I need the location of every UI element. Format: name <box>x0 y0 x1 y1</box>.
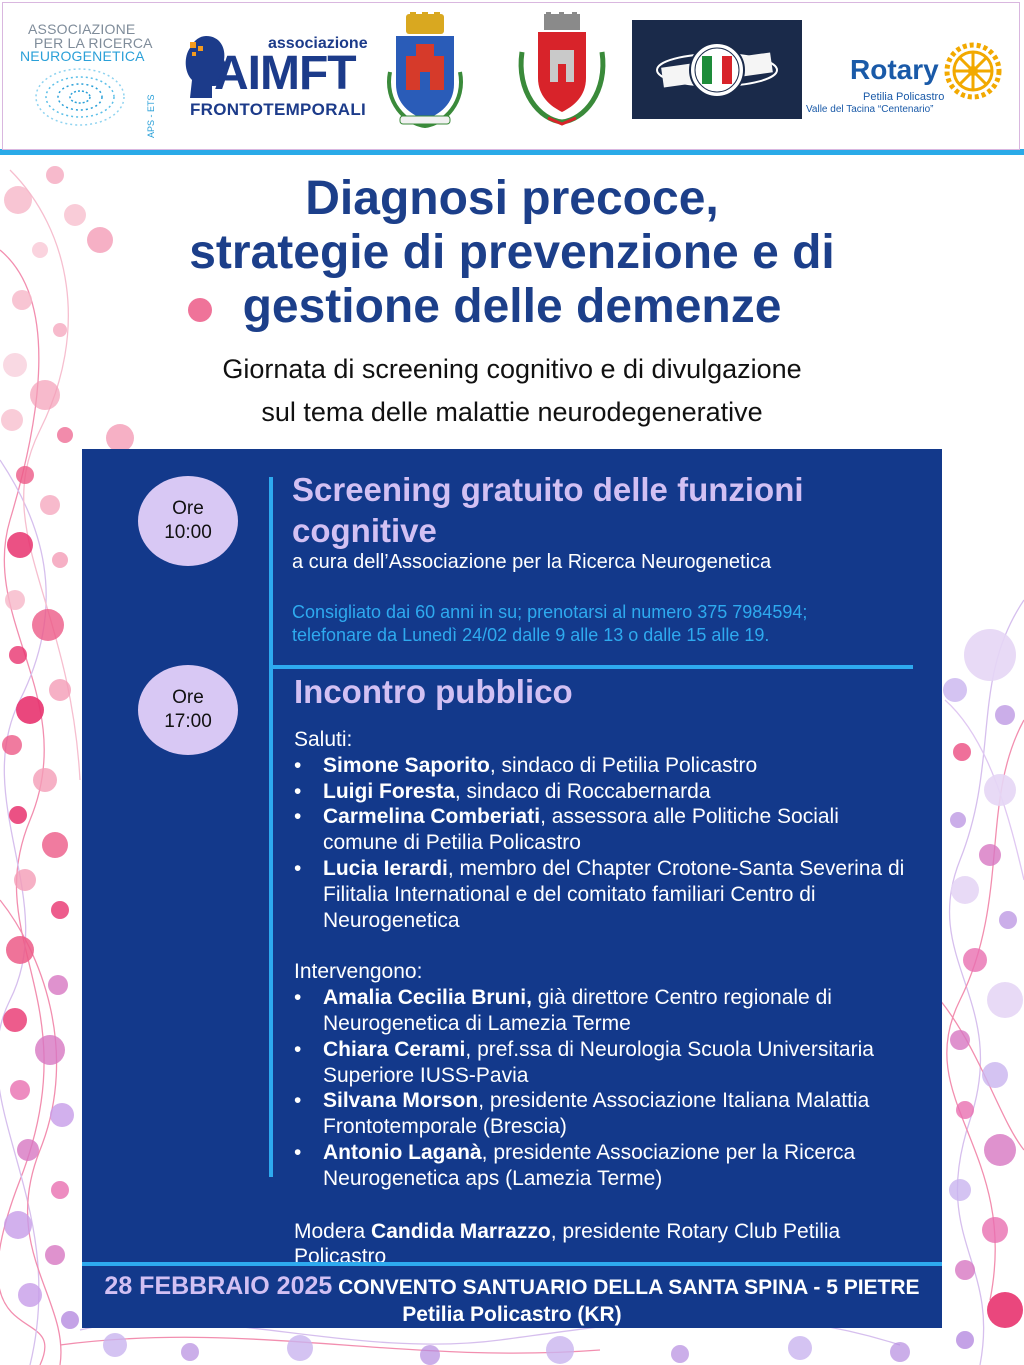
person-role: già direttore Centro regionale di Neurogenetica di Lamezia Terme <box>323 986 832 1035</box>
list-item <box>294 779 914 805</box>
arn-logo-line2: PER LA RICERCA <box>34 35 153 51</box>
person-role: , membro del Chapter Crotone-Santa Severina di Filitalia International e del comitato familiari Centro di Neurogenetica <box>323 856 905 932</box>
subtitle-line: Giornata di screening cognitivo e di divulgazione <box>222 354 802 384</box>
arn-logo-side-text: APS - ETS <box>146 94 156 138</box>
person-name: Silvana Morson <box>323 1089 479 1113</box>
list-item <box>294 1140 914 1192</box>
list-item <box>294 856 914 933</box>
session1-title: Screening gratuito delle funzioni cognitive <box>292 471 804 549</box>
poster-title <box>0 172 1024 334</box>
aimft-logo-big: AIMFT <box>214 47 356 100</box>
event-date-venue <box>82 1262 942 1328</box>
list-item <box>294 1037 914 1089</box>
logo-associazione-ricerca-neurogenetica <box>18 18 156 138</box>
speakers-label: Intervengono: <box>294 960 423 984</box>
list-item <box>294 1088 914 1140</box>
crest-icon <box>512 12 612 128</box>
poster-heading <box>0 172 1024 434</box>
person-name: Luigi Foresta <box>323 779 455 803</box>
spacer <box>294 933 914 959</box>
event-date: 28 FEBBRAIO 2025 <box>104 1272 333 1300</box>
person-name: Chiara Cerami <box>323 1037 466 1061</box>
person-role: , presidente Associazione Italiana Malattia Frontotemporale (Brescia) <box>323 1089 870 1139</box>
filitalia-emblem-icon <box>632 20 802 119</box>
time-label: Ore <box>172 498 204 519</box>
moderator-name: Candida Marrazzo <box>371 1219 551 1243</box>
title-line: gestione delle demenze <box>242 280 782 333</box>
logo-aimft <box>184 30 368 125</box>
spacer <box>294 1192 914 1219</box>
session-divider <box>271 665 913 669</box>
list-item <box>294 753 914 779</box>
person-role: , sindaco di Roccabernarda <box>454 779 711 803</box>
person-name: Carmelina Comberiati <box>323 805 541 829</box>
session1-booking-info <box>292 601 807 647</box>
event-city: Petilia Policastro (KR) <box>402 1303 622 1326</box>
time-value: 10:00 <box>164 522 212 543</box>
session1-organizer: a cura dell’Associazione per la Ricerca Neurogenetica <box>292 551 772 573</box>
person-name: Simone Saporito <box>323 753 490 777</box>
program-panel <box>82 449 942 1328</box>
poster-subtitle <box>0 348 1024 434</box>
person-role: , sindaco di Petilia Policastro <box>489 753 758 777</box>
aimft-logo-small: associazione <box>268 35 368 52</box>
person-name: Amalia Cecilia Bruni, <box>323 986 532 1010</box>
timeline-vertical-line <box>269 477 273 1177</box>
time-badge-session1 <box>138 476 238 566</box>
arn-logo-line1: ASSOCIAZIONE <box>28 21 136 37</box>
moderator-role: , presidente Rotary Club Petilia Policastro <box>294 1219 841 1269</box>
speakers-list <box>294 985 914 1191</box>
session2-title: Incontro pubblico <box>294 673 573 710</box>
aimft-logo-bottom: FRONTOTEMPORALI <box>190 100 367 119</box>
person-role: , pref.ssa di Neurologia Scuola Universitaria Superiore IUSS-Pavia <box>323 1037 874 1087</box>
subtitle-line: sul tema delle malattie neurodegenerative <box>261 397 763 427</box>
time-badge-session2 <box>138 665 238 755</box>
rotary-logo-club: Petilia Policastro <box>863 91 945 103</box>
rotary-logo-name: Rotary <box>850 54 939 85</box>
rotary-logo-district: Valle del Tacina “Centenario” <box>806 104 934 115</box>
person-role: , assessora alle Politiche Sociali comune di Petilia Policastro <box>323 805 839 855</box>
sponsor-logo-bar <box>0 0 1024 155</box>
greetings-label: Saluti: <box>294 728 353 751</box>
person-name: Lucia Ierardi <box>323 856 448 880</box>
booking-info-line: telefonare da Lunedì 24/02 dalle 9 alle 13 o dalle 15 alle 19. <box>292 625 770 645</box>
crest-icon <box>382 12 468 134</box>
list-item <box>294 804 914 856</box>
time-value: 17:00 <box>164 711 212 732</box>
list-item <box>294 985 914 1037</box>
date-venue-line <box>82 1272 942 1301</box>
session2-program <box>294 727 914 1270</box>
time-label: Ore <box>172 687 204 708</box>
booking-info-line: Consigliato dai 60 anni in su; prenotarsi al numero 375 7984594; <box>292 602 808 622</box>
arn-logo-line3: NEUROGENETICA <box>20 48 145 64</box>
logo-rotary <box>806 42 1006 122</box>
title-line: strategie di prevenzione e di <box>189 226 835 279</box>
event-venue: CONVENTO SANTUARIO DELLA SANTA SPINA - 5 PIETRE <box>332 1276 920 1299</box>
title-line: Diagnosi precoce, <box>305 172 719 225</box>
rotary-wheel-icon <box>944 42 1002 100</box>
moderator-prefix: Modera <box>294 1219 372 1243</box>
person-role: , presidente Associazione per la Ricerca Neurogenetica aps (Lamezia Terme) <box>323 1140 856 1190</box>
brain-icon <box>32 66 128 128</box>
person-name: Antonio Laganà <box>323 1140 482 1164</box>
greetings-list <box>294 753 914 934</box>
